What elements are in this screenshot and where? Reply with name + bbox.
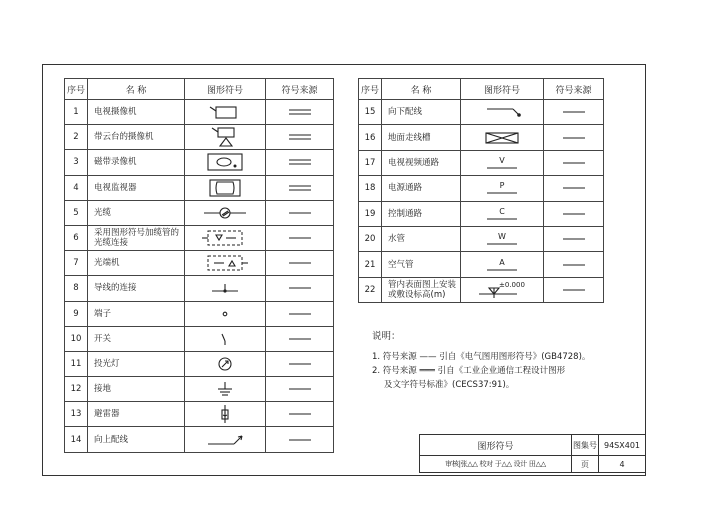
notes-block (372, 330, 632, 392)
elevation-label: ±0.000 (499, 280, 525, 289)
table-header (359, 79, 604, 100)
symbol-name: 向上配线 (88, 427, 185, 452)
source-single-line-icon (544, 252, 604, 277)
symbol-name: 端子 (88, 301, 185, 326)
wire-junction-icon (185, 276, 266, 301)
source-double-line-icon (266, 150, 334, 175)
source-double-line-icon (266, 175, 334, 200)
symbol-name: 投光灯 (88, 351, 185, 376)
camera-pan-tilt-icon (185, 125, 266, 150)
table-row (65, 225, 334, 250)
symbol-name: 避雷器 (88, 402, 185, 427)
row-number: 13 (65, 402, 88, 427)
source-single-line-icon (544, 150, 604, 175)
switch-icon (185, 326, 266, 351)
line-W-icon (461, 226, 544, 251)
table-row (65, 301, 334, 326)
elevation-icon (461, 277, 544, 302)
table-row (65, 150, 334, 175)
symbol-name: 接地 (88, 377, 185, 402)
line-letter: C (499, 206, 505, 216)
symbol-name: 光缆 (88, 200, 185, 225)
row-number: 5 (65, 200, 88, 225)
symbol-name: 向下配线 (382, 100, 461, 125)
row-number: 6 (65, 225, 88, 250)
note-line-2: 2. 符号来源 ═══ 引自《工业企业通信工程设计图形 (372, 366, 566, 376)
col-symbol-header: 图形符号 (185, 79, 266, 100)
symbol-name: 开关 (88, 326, 185, 351)
table-row (359, 201, 604, 226)
col-source-header: 符号来源 (266, 79, 334, 100)
table-row (65, 326, 334, 351)
table-header (65, 79, 334, 100)
source-single-line-icon (266, 377, 334, 402)
row-number: 4 (65, 175, 88, 200)
table-row (65, 377, 334, 402)
optical-unit-a-icon (185, 225, 266, 250)
symbol-name: 导线的连接 (88, 276, 185, 301)
source-single-line-icon (266, 427, 334, 452)
table-row (65, 125, 334, 150)
arrester-icon (185, 402, 266, 427)
table-row (359, 150, 604, 175)
ground-icon (185, 377, 266, 402)
video-recorder-icon (185, 150, 266, 175)
source-single-line-icon (544, 277, 604, 302)
atlas-label: 图集号 (572, 435, 599, 456)
table-row (65, 175, 334, 200)
terminal-icon (185, 301, 266, 326)
source-single-line-icon (544, 176, 604, 201)
table-row (65, 427, 334, 452)
row-number: 16 (359, 125, 382, 150)
symbol-name: 空气管 (382, 252, 461, 277)
symbol-name: 电视摄像机 (88, 100, 185, 125)
floor-trunking-icon (461, 125, 544, 150)
row-number: 22 (359, 277, 382, 302)
wiring-up-icon (185, 427, 266, 452)
title-block-title: 图形符号 (420, 435, 572, 456)
camera-box-icon (185, 100, 266, 125)
table-row (65, 200, 334, 225)
row-number: 15 (359, 100, 382, 125)
notes-title: 说明： (372, 331, 401, 342)
source-double-line-icon (266, 125, 334, 150)
symbol-name: 磁带录像机 (88, 150, 185, 175)
col-name-header: 名 称 (88, 79, 185, 100)
source-single-line-icon (266, 402, 334, 427)
table-row (65, 251, 334, 276)
symbol-table-right (358, 78, 604, 303)
page-number: 4 (599, 456, 646, 473)
source-single-line-icon (544, 125, 604, 150)
source-double-line-icon (266, 100, 334, 125)
row-number: 18 (359, 176, 382, 201)
row-number: 14 (65, 427, 88, 452)
col-name-header: 名 称 (382, 79, 461, 100)
line-letter: P (499, 181, 505, 191)
row-number: 10 (65, 326, 88, 351)
col-no-header: 序号 (359, 79, 382, 100)
row-number: 7 (65, 251, 88, 276)
line-letter: A (499, 257, 505, 267)
line-A-icon (461, 252, 544, 277)
row-number: 3 (65, 150, 88, 175)
page-label: 页 (572, 456, 599, 473)
source-single-line-icon (544, 201, 604, 226)
table-row (359, 277, 604, 302)
row-number: 8 (65, 276, 88, 301)
monitor-icon (185, 175, 266, 200)
row-number: 11 (65, 351, 88, 376)
symbol-name: 带云台的摄像机 (88, 125, 185, 150)
row-number: 1 (65, 100, 88, 125)
table-row (359, 226, 604, 251)
table-row (359, 176, 604, 201)
floodlight-icon (185, 351, 266, 376)
optical-unit-b-icon (185, 251, 266, 276)
symbol-name: 光端机 (88, 251, 185, 276)
row-number: 9 (65, 301, 88, 326)
symbol-name: 控制通路 (382, 201, 461, 226)
source-single-line-icon (544, 226, 604, 251)
atlas-number: 94SX401 (599, 435, 646, 456)
col-symbol-header: 图形符号 (461, 79, 544, 100)
line-letter: V (499, 155, 505, 165)
wiring-down-icon (461, 100, 544, 125)
table-row (65, 402, 334, 427)
table-row (359, 100, 604, 125)
symbol-name: 电视视频通路 (382, 150, 461, 175)
row-number: 12 (65, 377, 88, 402)
symbol-name: 地面走线槽 (382, 125, 461, 150)
row-number: 21 (359, 252, 382, 277)
source-single-line-icon (266, 351, 334, 376)
table-row (65, 276, 334, 301)
col-no-header: 序号 (65, 79, 88, 100)
table-row (65, 351, 334, 376)
row-number: 20 (359, 226, 382, 251)
symbol-name: 电视监视器 (88, 175, 185, 200)
signature-row: 审核|张△△ 校对 于△△ 设计 田△△ (420, 456, 572, 473)
note-line-3: 及文字符号标准》(CECS37:91)。 (384, 380, 515, 390)
source-single-line-icon (266, 251, 334, 276)
symbol-name: 管内表面图上安装或敷设标高(m) (382, 277, 461, 302)
note-line-1: 1. 符号来源 —— 引自《电气图用图形符号》(GB4728)。 (372, 352, 591, 362)
table-row (65, 100, 334, 125)
symbol-name: 采用图形符号加缆管的光缆连接 (88, 225, 185, 250)
title-block (419, 434, 646, 473)
symbol-name: 电源通路 (382, 176, 461, 201)
symbol-table-left (64, 78, 334, 453)
row-number: 2 (65, 125, 88, 150)
table-row (359, 125, 604, 150)
row-number: 19 (359, 201, 382, 226)
symbol-name: 水管 (382, 226, 461, 251)
source-single-line-icon (266, 276, 334, 301)
source-single-line-icon (266, 301, 334, 326)
col-source-header: 符号来源 (544, 79, 604, 100)
source-single-line-icon (266, 326, 334, 351)
optical-cable-icon (185, 200, 266, 225)
source-single-line-icon (544, 100, 604, 125)
line-C-icon (461, 201, 544, 226)
table-row (359, 252, 604, 277)
source-single-line-icon (266, 200, 334, 225)
row-number: 17 (359, 150, 382, 175)
line-V-icon (461, 150, 544, 175)
line-letter: W (498, 232, 506, 242)
line-P-icon (461, 176, 544, 201)
source-single-line-icon (266, 225, 334, 250)
